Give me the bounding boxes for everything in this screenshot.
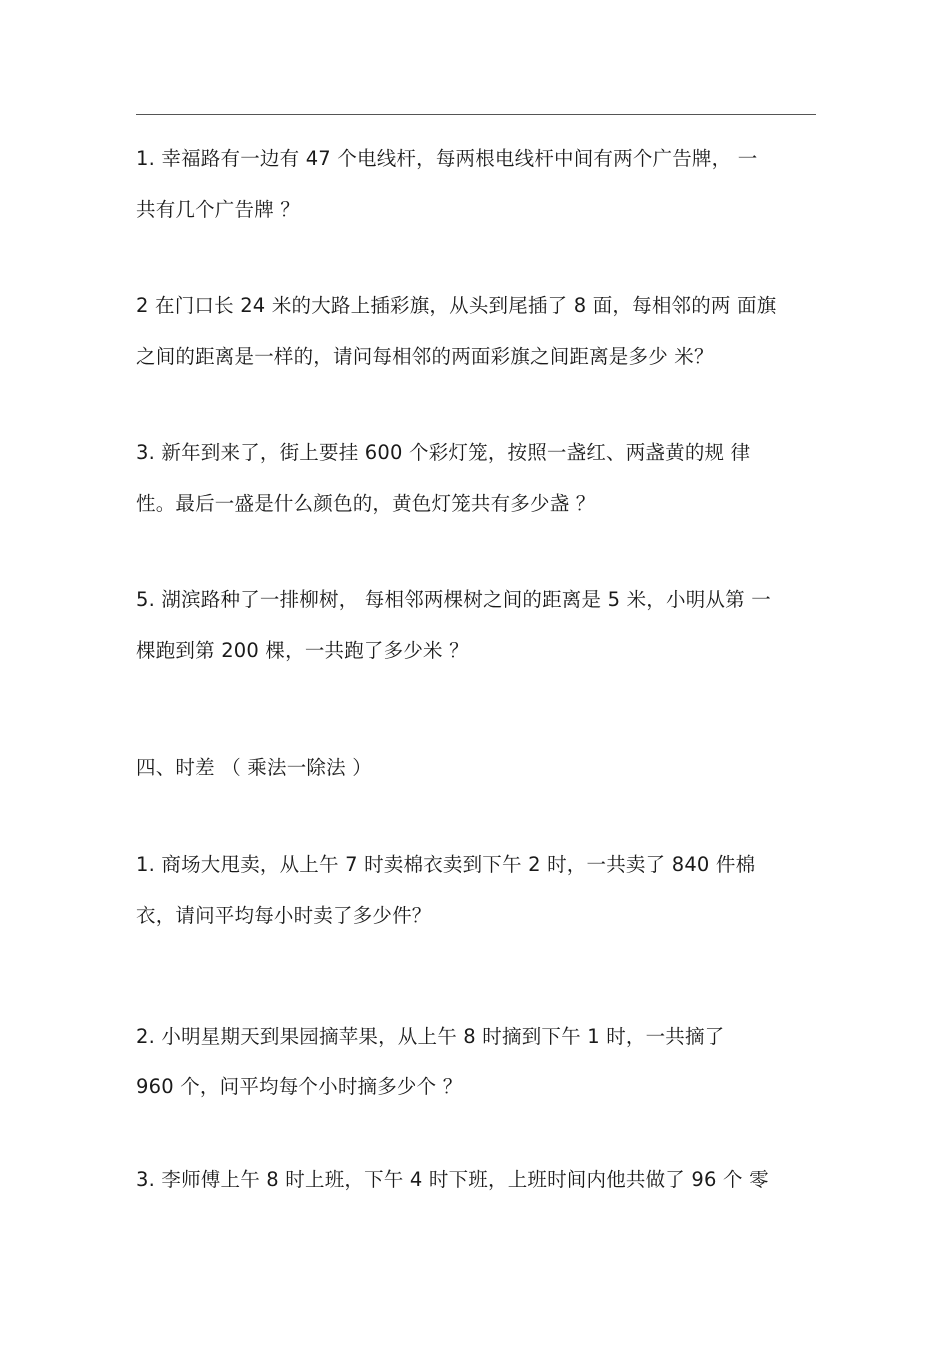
problem-5-line-2: 棵跑到第 200 棵，一共跑了多少米 ？ (136, 639, 469, 662)
problem-2-line-2: 之间的距离是一样的，请问每相邻的两面彩旗之间距离是多少 米？ (136, 345, 714, 368)
section4-problem-2-line-2: 960 个，问平均每个小时摘多少个 ？ (136, 1075, 463, 1098)
problem-1-line-2: 共有几个广告牌 ？ (136, 198, 300, 221)
header-rule (136, 114, 816, 115)
problem-1-line-1: 1. 幸福路有一边有 47 个电线杆，每两根电线杆中间有两个广告牌， 一 (136, 147, 758, 170)
section4-problem-1-line-1: 1. 商场大甩卖，从上午 7 时卖棉衣卖到下午 2 时，一共卖了 840 件棉 (136, 853, 756, 876)
section-heading: 四、时差 （ 乘法一除法 ） (136, 756, 372, 779)
problem-5-line-1: 5. 湖滨路种了一排柳树， 每相邻两棵树之间的距离是 5 米，小明从第 一 (136, 588, 771, 611)
section4-problem-1-line-2: 衣，请问平均每小时卖了多少件？ (136, 904, 432, 927)
problem-2-line-1: 2 在门口长 24 米的大路上插彩旗，从头到尾插了 8 面，每相邻的两 面旗 (136, 294, 777, 317)
section4-problem-3-line-1: 3. 李师傅上午 8 时上班，下午 4 时下班，上班时间内他共做了 96 个 零 (136, 1168, 769, 1191)
problem-3-line-1: 3. 新年到来了，街上要挂 600 个彩灯笼，按照一盏红、两盏黄的规 律 (136, 441, 751, 464)
problem-3-line-2: 性。最后一盛是什么颜色的，黄色灯笼共有多少盏 ？ (136, 492, 596, 515)
section4-problem-2-line-1: 2. 小明星期天到果园摘苹果，从上午 8 时摘到下午 1 时，一共摘了 (136, 1025, 725, 1048)
